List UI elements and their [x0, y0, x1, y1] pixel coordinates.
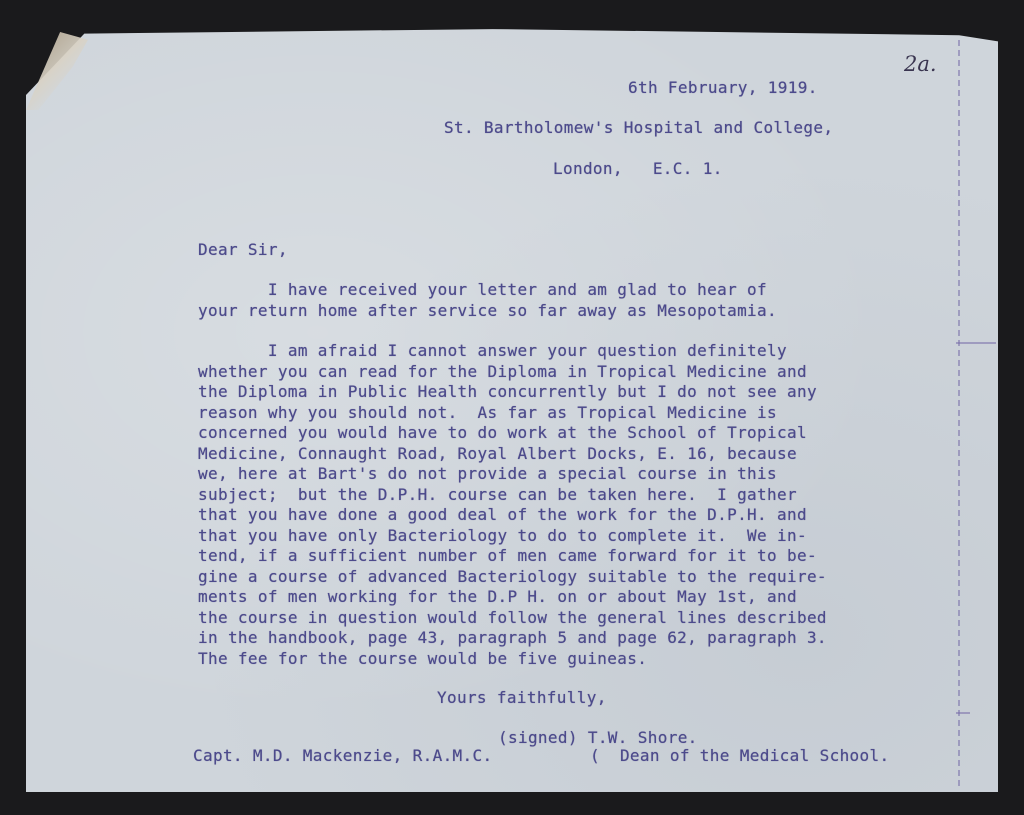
- paragraph-line: ments of men working for the D.P H. on or about May 1st, and: [198, 587, 797, 606]
- sender-address: St. Bartholomew's Hospital and College,: [444, 118, 834, 137]
- paragraph-line: Medicine, Connaught Road, Royal Albert Docks, E. 16, because: [198, 443, 797, 463]
- paragraph-line: gine a course of advanced Bacteriology suitable to the require-: [198, 566, 827, 586]
- body-paragraph: [198, 341, 827, 669]
- paragraph-line: that you have done a good deal of the work for the D.P.H. and: [198, 505, 807, 524]
- paragraph-line: The fee for the course would be five guineas.: [198, 648, 648, 668]
- letter-date: 6th February, 1919.: [628, 78, 818, 97]
- paragraph-line: reason why you should not. As far as Tropical Medicine is: [198, 402, 778, 422]
- paragraph-line: in the handbook, page 43, paragraph 5 and page 62, paragraph 3.: [198, 628, 827, 647]
- paragraph-line: I am afraid I cannot answer your question definitely: [198, 341, 787, 360]
- paragraph-line: that you have only Bacteriology to do to complete it. We in-: [198, 525, 807, 545]
- body-paragraph: [198, 280, 777, 321]
- salutation: Dear Sir,: [198, 240, 288, 259]
- paragraph-line: we, here at Bart's do not provide a special course in this: [198, 464, 778, 483]
- margin-tick: [956, 712, 970, 714]
- paragraph-line: I have received your letter and am glad to hear of: [198, 280, 768, 299]
- signature-line: (signed) T.W. Shore.: [498, 728, 698, 747]
- sender-city: London, E.C. 1.: [553, 159, 723, 178]
- closing: Yours faithfully,: [437, 688, 607, 707]
- paragraph-line: your return home after service so far away as Mesopotamia.: [198, 300, 778, 320]
- margin-tick: [956, 342, 996, 344]
- paragraph-line: whether you can read for the Diploma in Tropical Medicine and: [198, 361, 807, 381]
- paragraph-line: tend, if a sufficient number of men came forward for it to be-: [198, 546, 817, 565]
- signer-title: ( Dean of the Medical School.: [590, 746, 890, 765]
- paragraph-line: the Diploma in Public Health concurrently but I do not see any: [198, 382, 817, 401]
- paragraph-line: subject; but the D.P.H. course can be taken here. I gather: [198, 484, 797, 504]
- margin-rule: [958, 40, 960, 790]
- paragraph-line: the course in question would follow the general lines described: [198, 607, 827, 627]
- addressee: Capt. M.D. Mackenzie, R.A.M.C.: [193, 746, 493, 765]
- reference-number: 2a.: [904, 52, 937, 76]
- paragraph-line: concerned you would have to do work at the School of Tropical: [198, 423, 807, 442]
